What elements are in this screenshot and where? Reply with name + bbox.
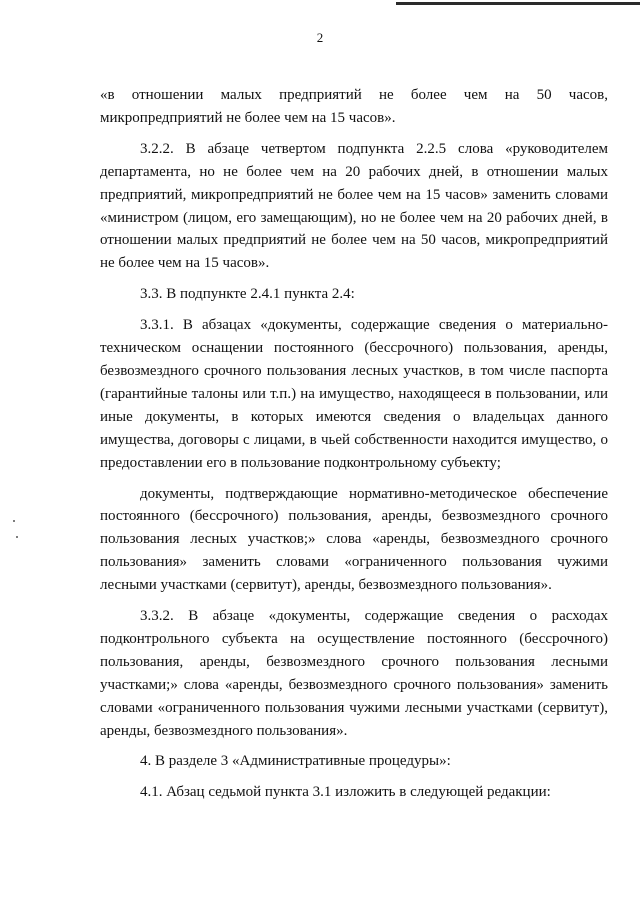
paragraph-3-3-2: 3.3.2. В абзаце «документы, содержащие сведения о расходах подконтрольного субъекта на осуществление постоянного (бессрочного) пользования, аренды, безвозмездного срочного пользования лесными участками;» слова «аренды, безвозмездного срочного пользования» заменить словами «ограниченного пользования чужими лесными участками (сервитут), аренды, безвозмездного пользования». — [100, 608, 608, 739]
scan-top-edge-line — [396, 2, 640, 5]
paragraph-continuation: «в отношении малых предприятий не более чем на 50 часов, микропредприятий не более чем на 15 часов». — [100, 87, 608, 126]
document-body — [100, 84, 608, 804]
paragraph-4-1: 4.1. Абзац седьмой пункта 3.1 изложить в следующей редакции: — [140, 784, 551, 801]
paragraph-documents-normative: документы, подтверждающие нормативно-методическое обеспечение постоянного (бессрочного) пользования, аренды, безвозмездного срочного пользования лесных участков;» слова «аренды, безвозмездного срочного пользования» заменить словами «ограниченного пользования чужими лесными участками (сервитут), аренды, безвозмездного пользования». — [100, 485, 608, 594]
paragraph-4: 4. В разделе 3 «Административные процедуры»: — [140, 753, 451, 770]
scan-speck-mark — [16, 536, 18, 538]
paragraph-3-3: 3.3. В подпункте 2.4.1 пункта 2.4: — [140, 286, 355, 303]
paragraph-3-2-2: 3.2.2. В абзаце четвертом подпункта 2.2.5 слова «руководителем департамента, но не более чем на 20 рабочих дней, в отношении малых предприятий, микропредприятий не более чем на 15 часов» заменить словами «министром (лицом, его замещающим), но не более чем на 20 рабочих дней, в отношении малых предприятий не более чем на 50 часов, микропредприятий не более чем на 15 часов». — [100, 140, 608, 272]
paragraph-3-3-1: 3.3.1. В абзацах «документы, содержащие сведения о материально-техническом оснащении постоянного (бессрочного) пользования, аренды, безвозмездного срочного пользования лесных участков, в том числе паспорта (гарантийные талоны или т.п.) на имущество, находящееся в пользовании, или иные документы, в которых имеются сведения о владельцах данного имущества, договоры с лицами, в чьей собственности находится имущество, о предоставлении его в пользование подконтрольному субъекту; — [100, 317, 608, 471]
page-number: 2 — [316, 30, 324, 45]
scan-speck-mark — [13, 520, 15, 522]
